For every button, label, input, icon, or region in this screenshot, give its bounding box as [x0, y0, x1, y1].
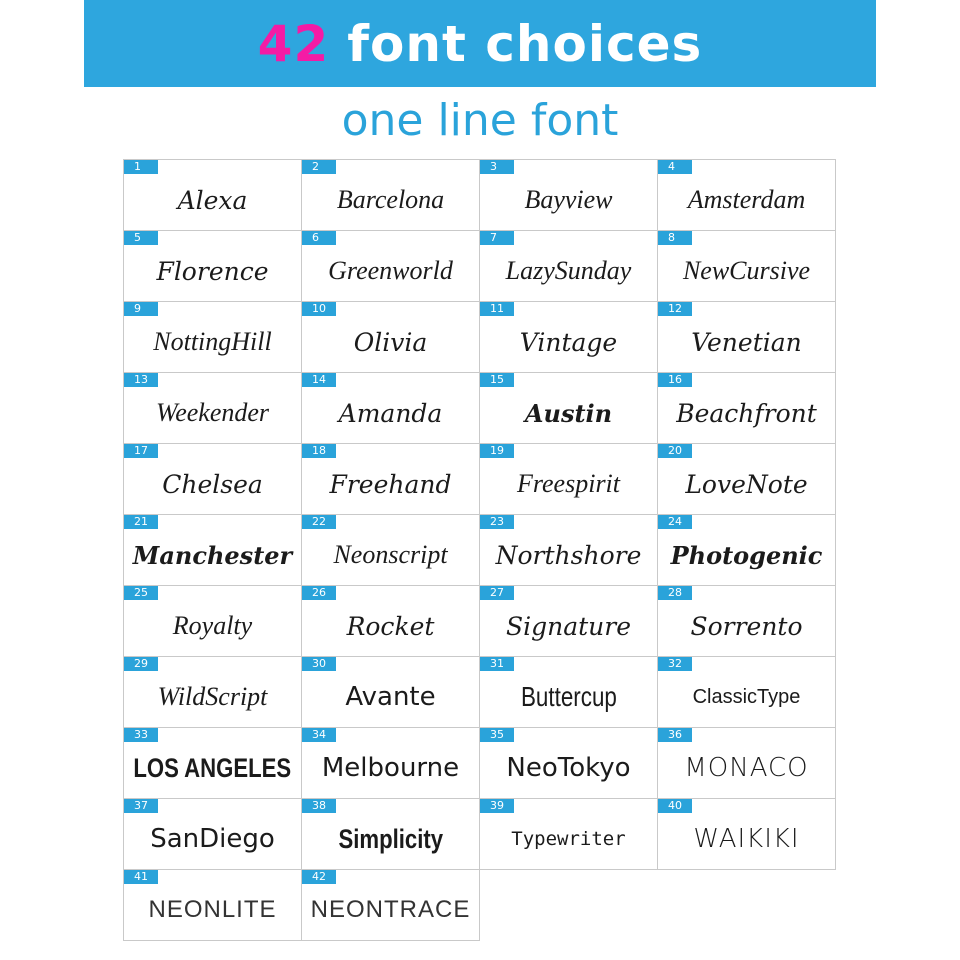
font-option-cell[interactable]	[123, 159, 302, 231]
font-option-cell[interactable]	[123, 727, 302, 799]
font-number-badge: 36	[658, 728, 692, 742]
font-sample-name: NeoTokyo	[506, 753, 631, 783]
font-number-badge: 37	[124, 799, 158, 813]
font-number-badge: 39	[480, 799, 514, 813]
font-option-cell[interactable]	[301, 727, 480, 799]
font-grid	[123, 159, 836, 939]
font-sample-name: Alexa	[177, 185, 248, 215]
font-number-badge: 33	[124, 728, 158, 742]
font-sample-name: Florence	[156, 256, 269, 286]
font-number-badge: 1	[124, 160, 158, 174]
font-number-badge: 10	[302, 302, 336, 316]
font-sample-name: Barcelona	[336, 185, 445, 214]
font-number-badge: 9	[124, 302, 158, 316]
font-number-badge: 5	[124, 231, 158, 245]
font-option-cell[interactable]	[479, 372, 658, 444]
font-option-cell[interactable]	[123, 514, 302, 586]
font-sample-name: NEONLITE	[148, 896, 277, 923]
font-number-badge: 35	[480, 728, 514, 742]
font-sample-name: Beachfront	[676, 398, 817, 428]
font-sample-name: SanDiego	[150, 824, 275, 854]
font-option-cell[interactable]	[657, 159, 836, 231]
font-option-cell[interactable]	[479, 727, 658, 799]
font-sample-name: Melbourne	[321, 753, 460, 783]
font-sample-name: Buttercup	[520, 681, 617, 712]
font-option-cell[interactable]	[657, 372, 836, 444]
font-sample-name: Chelsea	[162, 469, 263, 499]
font-sample-name: Greenworld	[328, 256, 453, 285]
font-option-cell[interactable]	[301, 372, 480, 444]
font-sample-name: Venetian	[691, 327, 802, 357]
font-number-badge: 17	[124, 444, 158, 458]
font-option-cell[interactable]	[123, 301, 302, 373]
font-number-badge: 3	[480, 160, 514, 174]
font-number-badge: 6	[302, 231, 336, 245]
font-sample-name: Simplicity	[338, 823, 443, 854]
font-option-cell[interactable]	[123, 656, 302, 728]
font-option-cell[interactable]	[301, 585, 480, 657]
font-number-badge: 15	[480, 373, 514, 387]
font-number-badge: 24	[658, 515, 692, 529]
font-number-badge: 13	[124, 373, 158, 387]
font-option-cell[interactable]	[301, 443, 480, 515]
font-option-cell[interactable]	[301, 230, 480, 302]
banner-title: font choices	[347, 14, 703, 73]
font-option-cell[interactable]	[123, 869, 302, 941]
font-number-badge: 16	[658, 373, 692, 387]
font-option-cell[interactable]	[657, 514, 836, 586]
font-option-cell[interactable]	[123, 798, 302, 870]
font-sample-name: Photogenic	[670, 540, 823, 570]
font-sample-name: WildScript	[157, 682, 268, 711]
font-sample-name: Avante	[345, 682, 436, 712]
font-number-badge: 34	[302, 728, 336, 742]
font-sample-name: Sorrento	[690, 611, 803, 641]
font-option-cell[interactable]	[657, 443, 836, 515]
font-number-badge: 21	[124, 515, 158, 529]
font-sample-name: ClassicType	[692, 685, 801, 708]
font-sample-name: Northshore	[495, 540, 642, 570]
font-number-badge: 32	[658, 657, 692, 671]
font-sample-name: WAIKIKI	[693, 824, 800, 854]
font-number-badge: 40	[658, 799, 692, 813]
font-sample-name: Signature	[505, 611, 632, 641]
title-banner	[84, 0, 876, 87]
font-sample-name: LazySunday	[505, 256, 632, 285]
font-sample-name: Manchester	[132, 540, 293, 570]
font-option-cell[interactable]	[123, 443, 302, 515]
font-sample-name: Rocket	[346, 611, 435, 641]
font-option-cell[interactable]	[123, 230, 302, 302]
font-number-badge: 25	[124, 586, 158, 600]
font-sample-name: Royalty	[172, 611, 253, 640]
font-option-cell[interactable]	[657, 301, 836, 373]
font-option-cell[interactable]	[479, 443, 658, 515]
font-sample-name: Bayview	[524, 185, 613, 214]
font-option-cell[interactable]	[479, 585, 658, 657]
font-number-badge: 14	[302, 373, 336, 387]
font-count: 42	[257, 14, 330, 73]
font-sample-name: LOS ANGELES	[133, 752, 292, 783]
font-number-badge: 38	[302, 799, 336, 813]
font-number-badge: 23	[480, 515, 514, 529]
font-option-cell[interactable]	[657, 230, 836, 302]
font-number-badge: 19	[480, 444, 514, 458]
font-option-cell[interactable]	[301, 656, 480, 728]
font-option-cell[interactable]	[479, 230, 658, 302]
font-number-badge: 18	[302, 444, 336, 458]
font-sample-name: MONACO	[684, 753, 809, 783]
font-number-badge: 42	[302, 870, 336, 884]
font-option-cell[interactable]	[657, 727, 836, 799]
font-sample-name: Vintage	[519, 327, 618, 357]
font-number-badge: 2	[302, 160, 336, 174]
font-number-badge: 11	[480, 302, 514, 316]
font-sample-name: Austin	[524, 398, 613, 428]
font-sample-name: NEONTRACE	[310, 896, 471, 923]
font-sample-name: Neonscript	[333, 540, 448, 569]
font-option-cell[interactable]	[301, 798, 480, 870]
font-number-badge: 4	[658, 160, 692, 174]
font-number-badge: 30	[302, 657, 336, 671]
font-option-cell[interactable]	[123, 372, 302, 444]
font-sample-name: NewCursive	[682, 256, 811, 285]
font-number-badge: 7	[480, 231, 514, 245]
subtitle: one line font	[341, 95, 619, 146]
font-sample-name: Freespirit	[516, 469, 621, 498]
font-sample-name: NottingHill	[153, 327, 272, 356]
font-number-badge: 27	[480, 586, 514, 600]
font-sample-name: Amanda	[338, 398, 443, 428]
font-option-cell[interactable]	[479, 514, 658, 586]
font-sample-name: Typewriter	[511, 828, 626, 850]
font-option-cell[interactable]	[301, 159, 480, 231]
font-option-cell[interactable]	[301, 301, 480, 373]
font-sample-name: LoveNote	[685, 469, 808, 499]
font-sample-name: Freehand	[329, 469, 452, 499]
font-number-badge: 8	[658, 231, 692, 245]
font-number-badge: 12	[658, 302, 692, 316]
font-sample-name: Olivia	[353, 327, 428, 357]
font-option-cell[interactable]	[479, 798, 658, 870]
font-option-cell[interactable]	[657, 798, 836, 870]
font-option-cell[interactable]	[657, 585, 836, 657]
font-option-cell[interactable]	[479, 301, 658, 373]
font-number-badge: 28	[658, 586, 692, 600]
font-sample-name: Amsterdam	[687, 185, 806, 214]
font-number-badge: 41	[124, 870, 158, 884]
font-option-cell[interactable]	[301, 514, 480, 586]
font-option-cell[interactable]	[123, 585, 302, 657]
font-option-cell[interactable]	[657, 656, 836, 728]
font-option-cell[interactable]	[479, 159, 658, 231]
font-number-badge: 22	[302, 515, 336, 529]
font-sample-name: Weekender	[155, 398, 270, 427]
font-number-badge: 20	[658, 444, 692, 458]
font-option-cell[interactable]	[479, 656, 658, 728]
font-number-badge: 26	[302, 586, 336, 600]
font-number-badge: 29	[124, 657, 158, 671]
font-option-cell[interactable]	[301, 869, 480, 941]
font-number-badge: 31	[480, 657, 514, 671]
